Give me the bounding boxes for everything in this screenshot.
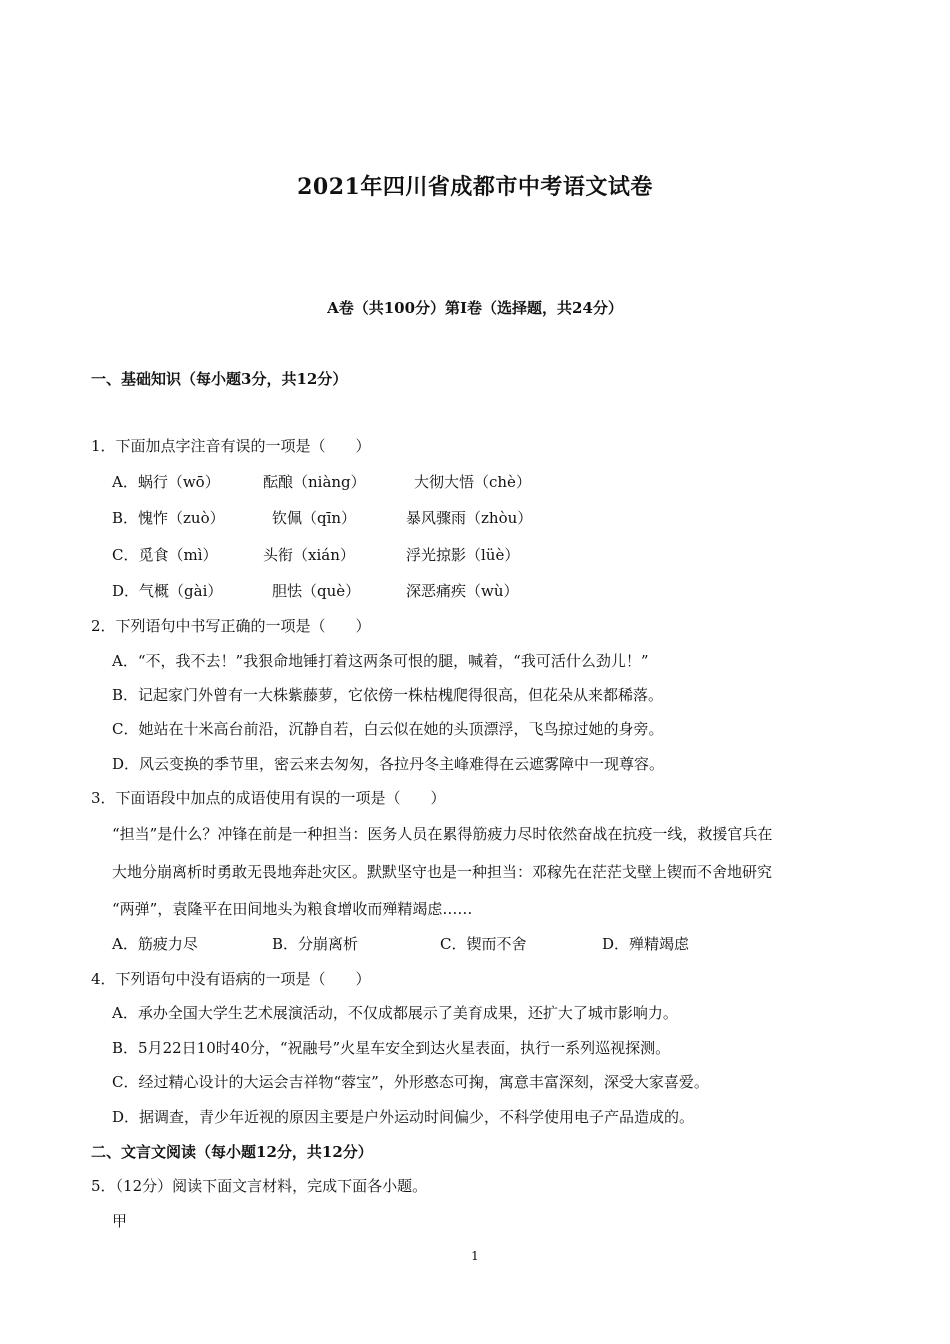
q3-option-a: A．筋疲力尽 xyxy=(112,935,198,953)
q4-option-d: D．据调查，青少年近视的原因主要是户外运动时间偏少，不科学使用电子产品造成的。 xyxy=(112,1108,695,1126)
q4-option-c: C．经过精心设计的大运会吉祥物“蓉宝”，外形憨态可掬，寓意丰富深刻，深受大家喜爱。 xyxy=(112,1073,709,1091)
section-heading-basic-knowledge: 一、基础知识（每小题3分，共12分） xyxy=(91,370,348,388)
q1-option-a-2: 酝酿（niàng） xyxy=(263,473,366,491)
section-heading-classical-reading: 二、文言文阅读（每小题12分，共12分） xyxy=(91,1143,373,1161)
q1-option-a-3: 大彻大悟（chè） xyxy=(414,473,531,491)
q2-option-b: B．记起家门外曾有一大株紫藤萝，它依傍一株枯槐爬得很高，但花朵从来都稀落。 xyxy=(112,686,664,704)
q4-option-a: A．承办全国大学生艺术展演活动，不仅成都展示了美育成果，还扩大了城市影响力。 xyxy=(112,1004,678,1022)
q2-option-a: A．“不，我不去！”我狠命地锤打着这两条可恨的腿，喊着，“我可活什么劲儿！” xyxy=(112,652,649,670)
question-1-stem: 1．下面加点字注音有误的一项是（ ） xyxy=(91,437,371,455)
q1-option-b-1: B．愧怍（zuò） xyxy=(112,509,225,527)
question-2-stem: 2．下列语句中书写正确的一项是（ ） xyxy=(91,617,371,635)
q3-passage-line-3: “两弹”，袁隆平在田间地头为粮食增收而殚精竭虑…… xyxy=(112,900,473,918)
q3-option-b: B．分崩离析 xyxy=(272,935,359,953)
question-4-stem: 4．下列语句中没有语病的一项是（ ） xyxy=(91,970,371,988)
page-title: 2021年四川省成都市中考语文试卷 xyxy=(297,174,653,200)
page-number: 1 xyxy=(471,1249,479,1263)
q1-option-d-2: 胆怯（què） xyxy=(272,582,361,600)
q1-option-b-3: 暴风骤雨（zhòu） xyxy=(406,509,533,527)
q1-option-d-1: D．气概（gài） xyxy=(112,582,223,600)
q3-passage-line-1: “担当”是什么？冲锋在前是一种担当：医务人员在累得筋疲力尽时依然奋战在抗疫一线，救援官兵在 xyxy=(112,825,773,843)
q1-option-d-3: 深恶痛疾（wù） xyxy=(406,582,519,600)
q1-option-c-1: C．觅食（mì） xyxy=(112,546,218,564)
q1-option-c-3: 浮光掠影（lüè） xyxy=(406,546,520,564)
q3-option-d: D．殚精竭虑 xyxy=(602,935,690,953)
q3-option-c: C．锲而不舍 xyxy=(440,935,527,953)
question-3-stem: 3．下面语段中加点的成语使用有误的一项是（ ） xyxy=(91,789,446,807)
q1-option-c-2: 头衔（xián） xyxy=(263,546,355,564)
q1-option-a-1: A．蜗行（wō） xyxy=(112,473,220,491)
q3-passage-line-2: 大地分崩离析时勇敢无畏地奔赴灾区。默默坚守也是一种担当：邓稼先在茫茫戈壁上锲而不舍地研究 xyxy=(112,863,773,881)
question-5-stem: 5．（12分）阅读下面文言材料，完成下面各小题。 xyxy=(91,1177,428,1195)
page-subtitle: A卷（共100分）第Ⅰ卷（选择题，共24分） xyxy=(327,299,623,317)
q2-option-d: D．风云变换的季节里，密云来去匆匆，各拉丹冬主峰难得在云遮雾障中一现尊容。 xyxy=(112,755,665,773)
q5-passage-label: 甲 xyxy=(112,1212,128,1230)
q2-option-c: C．她站在十米高台前沿，沉静自若，白云似在她的头顶漂浮，飞鸟掠过她的身旁。 xyxy=(112,720,664,738)
q1-option-b-2: 钦佩（qīn） xyxy=(272,509,357,527)
q4-option-b: B．5月22日10时40分，“祝融号”火星车安全到达火星表面，执行一系列巡视探测。 xyxy=(112,1039,671,1057)
